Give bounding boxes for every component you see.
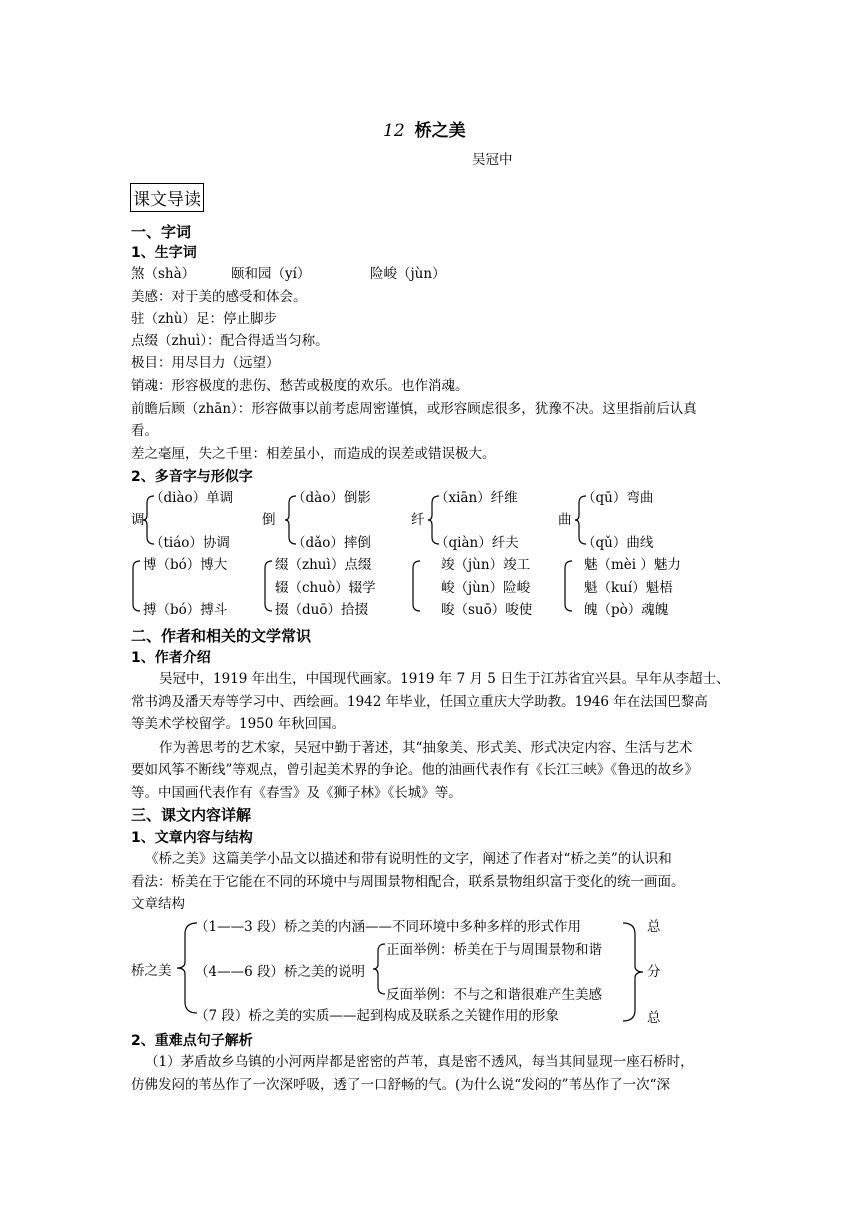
similar-char: 辍（chuò）辍学 [275, 580, 376, 596]
section-box: 课文导读 [130, 183, 204, 212]
brace-icon [372, 943, 386, 995]
paragraph-line: 等美术学校留学。1950 年秋回国。 [131, 716, 346, 732]
paragraph-line: 仿佛发闷的苇丛作了一次深呼吸，透了一口舒畅的气。(为什么说“发闷的”苇丛作了一次“深 [131, 1077, 670, 1093]
brace-icon [622, 922, 644, 1022]
brace-icon [130, 560, 142, 612]
tree-subbranch: 反面举例：不与之和谐很难产生美感 [386, 987, 602, 1003]
definition-line: 差之毫厘，失之千里：相差虽小，而造成的误差或错误极大。 [131, 446, 496, 462]
heading-vocab: 一、字词 [131, 223, 192, 241]
definition-line: 美感：对于美的感受和体会。 [131, 289, 307, 305]
word-item: 煞（shà） [131, 266, 196, 282]
definition-line: 点缀（zhuì）：配合得适当匀称。 [131, 333, 329, 349]
poly-char: 倒 [262, 512, 276, 528]
similar-char: 魄（pò）魂魄 [584, 602, 669, 618]
page-title [383, 116, 466, 141]
tree-branch: （7 段）桥之美的实质——起到构成及联系之关键作用的形象 [195, 1008, 559, 1024]
word-item: 险峻（jùn） [370, 266, 446, 282]
structure-label: 文章结构 [131, 896, 185, 912]
paragraph-line: 要如风筝不断线”等观点，曾引起美术界的争论。他的油画代表作有《长江三峡》《鲁迅的故乡》 [131, 762, 699, 778]
similar-char: 博（bó）博大 [143, 557, 228, 573]
author: 吴冠中 [472, 152, 513, 168]
similar-char: 搏（bó）搏斗 [143, 602, 228, 618]
lesson-title: 桥之美 [414, 121, 466, 141]
tree-root: 桥之美 [131, 963, 172, 979]
paragraph-line: 作为善思考的艺术家，吴冠中勤于著述，其“抽象美、形式美、形式决定内容、生活与艺术 [159, 740, 693, 756]
brace-icon [262, 560, 274, 612]
tree-subbranch: 正面举例：桥美在于与周围景物和谐 [386, 942, 602, 958]
poly-reading: （dǎo）摔倒 [292, 535, 371, 551]
definition-line: 前瞻后顾（zhān）：形容做事以前考虑周密谨慎，或形容顾虑很多，犹豫不决。这里指前后认真 [131, 401, 697, 417]
similar-char: 魁（kuí）魁梧 [584, 580, 673, 596]
brace-icon [410, 560, 422, 612]
subheading-structure: 1、文章内容与结构 [131, 830, 253, 846]
word-item: 颐和园（yí） [231, 266, 311, 282]
tree-label: 分 [647, 964, 661, 980]
lesson-number: 12 [383, 121, 405, 141]
poly-reading: （xiān）纤维 [435, 490, 518, 506]
paragraph-line: （1）茅盾故乡乌镇的小河两岸都是密密的芦苇，真是密不透风，每当其间显现一座石桥时， [145, 1054, 694, 1070]
paragraph-line: 吴冠中，1919 年出生，中国现代画家。1919 年 7 月 5 日生于江苏省宜兴县。早年从李超士、 [159, 671, 730, 687]
similar-char: 掇（duō）拾掇 [275, 602, 368, 618]
paragraph-line: 《桥之美》这篇美学小品文以描述和带有说明性的文字，阐述了作者对“桥之美”的认识和 [145, 851, 672, 867]
heading-author: 二、作者和相关的文学常识 [131, 627, 312, 645]
similar-char: 峻（jùn）险峻 [441, 580, 531, 596]
poly-reading: （qǔ）曲线 [582, 535, 654, 551]
similar-char: 缀（zhuì）点缀 [275, 557, 372, 573]
tree-branch: （1——3 段）桥之美的内涵——不同环境中多种多样的形式作用 [195, 919, 581, 935]
paragraph-line: 看法：桥美在于它能在不同的环境中与周围景物相配合，联系景物组织富于变化的统一画面。 [131, 874, 685, 890]
definition-line: 销魂：形容极度的悲伤、愁苦或极度的欢乐。也作消魂。 [131, 378, 469, 394]
definition-line: 极目：用尽目力（远望） [131, 355, 280, 371]
poly-reading: （diào）单调 [150, 490, 234, 506]
poly-reading: （qiàn）纤夫 [435, 535, 519, 551]
subheading-polyphones: 2、多音字与形似字 [131, 469, 253, 485]
poly-reading: （qū）弯曲 [582, 490, 654, 506]
similar-char: 竣（jùn）竣工 [441, 557, 531, 573]
heading-content: 三、课文内容详解 [131, 806, 252, 824]
subheading-author-intro: 1、作者介绍 [131, 650, 211, 666]
tree-branch: （4——6 段）桥之美的说明 [195, 964, 365, 980]
similar-char: 唆（suō）唆使 [441, 602, 533, 618]
poly-reading: （tiáo）协调 [150, 535, 230, 551]
paragraph-line: 等。中国画代表作有《春雪》及《狮子林》《长城》等。 [131, 785, 462, 801]
tree-label: 总 [647, 1010, 661, 1026]
definition-line: 驻（zhù）足：停止脚步 [131, 311, 278, 327]
similar-char: 魅（mèi ）魅力 [584, 557, 681, 573]
definition-line: 看。 [131, 423, 158, 439]
brace-icon [562, 560, 574, 612]
tree-label: 总 [647, 919, 661, 935]
subheading-new-words: 1、生字词 [131, 245, 197, 261]
poly-char: 曲 [558, 512, 572, 528]
poly-char: 调 [131, 512, 145, 528]
paragraph-line: 常书鸿及潘天寿等学习中、西绘画。1942 年毕业，任国立重庆大学助教。1946 年在法国巴黎高 [131, 694, 708, 710]
poly-char: 纤 [411, 512, 425, 528]
poly-reading: （dào）倒影 [292, 490, 371, 506]
subheading-key-sentences: 2、重难点句子解析 [131, 1033, 253, 1049]
